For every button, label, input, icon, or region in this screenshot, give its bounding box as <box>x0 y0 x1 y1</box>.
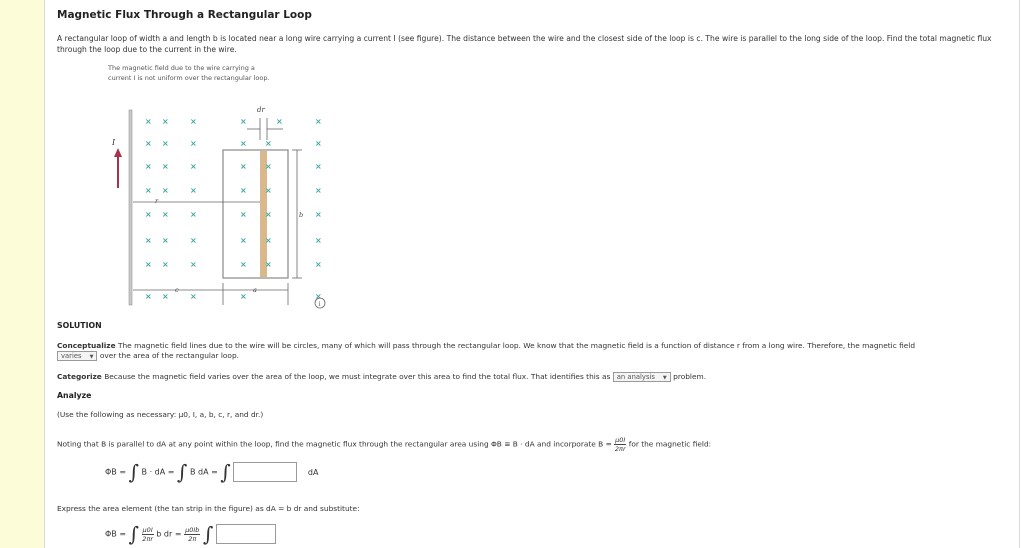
svg-text:i: i <box>318 300 321 308</box>
categorize-tail: problem. <box>673 372 707 381</box>
field-fraction-2: $\frac{\mu 0I}{2\pi r}$ <box>142 525 154 543</box>
field-x-mark: × <box>190 139 197 148</box>
field-x-mark: × <box>162 186 169 195</box>
field-x-mark: × <box>145 236 152 245</box>
dr-label: dr <box>257 106 265 114</box>
categorize-dropdown[interactable]: an analysis ▼ <box>613 372 671 382</box>
conceptualize-tail: over the area of the rectangular loop. <box>99 351 239 360</box>
noting-tail: for the magnetic field: <box>628 439 712 449</box>
integral-input[interactable] <box>216 524 276 544</box>
left-accent-bar <box>0 0 44 548</box>
field-x-mark: × <box>240 117 247 126</box>
field-x-mark: × <box>145 117 152 126</box>
field-x-mark: × <box>190 186 197 195</box>
solution-heading: SOLUTION <box>57 321 102 330</box>
variables-hint: (Use the following as necessary: μ0, I, a, b, c, r, and dr.) <box>57 410 264 419</box>
integral-sign: ∫ <box>220 460 231 484</box>
field-x-mark: × <box>265 139 272 148</box>
problem-content <box>57 0 1012 548</box>
field-x-mark: × <box>240 210 247 219</box>
chevron-down-icon: ▼ <box>89 354 94 360</box>
current-label: I <box>112 138 116 147</box>
field-x-mark: × <box>315 139 322 148</box>
integral-sign: ∫ <box>128 460 139 484</box>
field-x-mark: × <box>240 162 247 171</box>
analyze-label: Analyze <box>57 391 92 400</box>
constant-fraction: $\frac{\mu 0Ib}{2\pi}$ <box>185 525 200 543</box>
integrand-input[interactable] <box>233 462 297 482</box>
field-x-mark: × <box>265 236 272 245</box>
noting-paragraph <box>57 436 711 453</box>
conceptualize-dropdown[interactable]: varies ▼ <box>57 351 97 361</box>
chevron-down-icon: ▼ <box>662 375 667 381</box>
field-fraction: $\frac{\mu 0I}{2\pi r}$ <box>614 436 626 453</box>
field-x-mark: × <box>162 139 169 148</box>
b-label: b <box>299 211 304 219</box>
field-x-mark: × <box>162 292 169 301</box>
figure-caption: The magnetic field due to the wire carrying a current I is not uniform over the rectangular loop. <box>108 64 270 82</box>
integral-sign: ∫ <box>177 460 188 484</box>
field-x-mark: × <box>190 117 197 126</box>
left-divider <box>44 0 45 548</box>
field-x-mark: × <box>162 236 169 245</box>
field-x-mark: × <box>145 186 152 195</box>
field-x-mark: × <box>276 117 283 126</box>
field-x-mark: × <box>240 186 247 195</box>
categorize-paragraph <box>57 371 706 382</box>
field-x-mark: × <box>315 117 322 126</box>
field-x-mark: × <box>240 236 247 245</box>
field-x-mark: × <box>315 210 322 219</box>
field-x-mark: × <box>145 210 152 219</box>
c-label: c <box>175 286 179 294</box>
problem-title: Magnetic Flux Through a Rectangular Loop <box>57 9 312 21</box>
express-paragraph: Express the area element (the tan strip in the figure) as dA = b dr and substitute: <box>57 504 360 513</box>
field-x-mark: × <box>240 139 247 148</box>
field-x-mark: × <box>162 162 169 171</box>
field-x-mark: × <box>240 260 247 269</box>
field-x-mark: × <box>315 292 322 301</box>
integral-sign: ∫ <box>128 522 139 546</box>
categorize-label: Categorize <box>57 372 102 381</box>
field-x-mark: × <box>145 260 152 269</box>
field-x-mark: × <box>265 260 272 269</box>
field-x-mark: × <box>190 260 197 269</box>
field-x-mark: × <box>315 236 322 245</box>
loop-figure <box>95 100 327 315</box>
field-x-mark: × <box>265 162 272 171</box>
field-x-mark: × <box>265 210 272 219</box>
field-x-mark: × <box>162 260 169 269</box>
rectangular-loop <box>223 150 288 278</box>
field-x-mark: × <box>190 236 197 245</box>
field-x-mark: × <box>190 292 197 301</box>
conceptualize-line2 <box>57 350 239 361</box>
field-x-mark: × <box>190 162 197 171</box>
noting-text: Noting that B is parallel to dA at any point within the loop, find the magnetic flux through the rectangular area using ΦB ≡ B · dA and incorporate B = <box>57 439 612 449</box>
field-x-mark: × <box>190 210 197 219</box>
field-x-mark: × <box>162 210 169 219</box>
field-x-mark: × <box>315 186 322 195</box>
field-x-mark: × <box>145 162 152 171</box>
problem-statement: A rectangular loop of width a and length b is located near a long wire carrying a current I (see figure). The distance between the wire and the closest side of the loop is c. The wire is parallel to the long side of the loop. Find the total magnetic flux through the loop due to the current in the wire. <box>57 34 992 54</box>
flux-equation-1: ΦB = ∫ B · dA = ∫ B dA = ∫ dA <box>105 460 319 484</box>
field-x-mark: × <box>162 117 169 126</box>
right-divider <box>1019 0 1020 548</box>
field-x-mark: × <box>145 139 152 148</box>
r-label: r <box>155 197 159 205</box>
integral-sign: ∫ <box>202 522 214 546</box>
field-x-mark: × <box>145 292 152 301</box>
field-x-mark: × <box>240 292 247 301</box>
a-label: a <box>253 286 257 294</box>
field-x-mark: × <box>315 260 322 269</box>
field-x-mark: × <box>265 186 272 195</box>
long-wire <box>129 110 132 305</box>
field-marks <box>145 117 322 301</box>
field-x-mark: × <box>315 162 322 171</box>
categorize-text: Because the magnetic field varies over the area of the loop, we must integrate over this area to find the total flux. That identifies this as <box>104 372 611 381</box>
conceptualize-label: Conceptualize <box>57 341 116 350</box>
flux-equation-2: ΦB = ∫ $\frac{\mu 0I}{2\pi r}$ b dr = $\frac{\mu 0Ib}{2\pi}$ ∫ <box>105 524 276 544</box>
conceptualize-text: The magnetic field lines due to the wire will be circles, many of which will pass through the rectangular loop. We know that the magnetic field is a function of distance r from a long wire. Therefore, the magnetic field <box>117 341 916 350</box>
current-arrowhead <box>114 148 122 157</box>
